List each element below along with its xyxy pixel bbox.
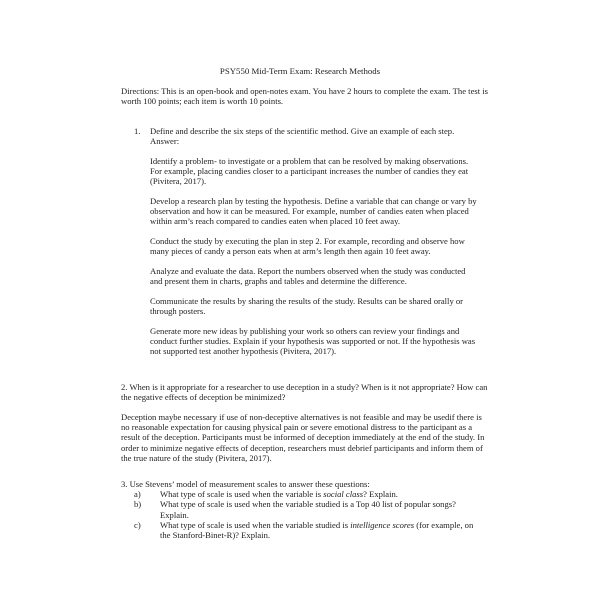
question-3 — [121, 479, 481, 540]
answer-label: Answer: — [150, 136, 180, 147]
subquestion-c-emphasis: intelligence scores — [350, 519, 415, 530]
subquestion-b-letter: b) — [134, 499, 142, 510]
question-1-body — [150, 126, 479, 356]
step-1-paragraph: Identify a problem- to investigate or a problem that can be resolved by making observations. For example, placing candies closer to a participant increases the number of candies they eat (Pivitera, 2017). — [150, 155, 469, 187]
question-1-prompt: Define and describe the six steps of the scientific method. Give an example of each step. — [150, 126, 455, 136]
step-6-paragraph: Generate more new ideas by publishing your work so others can review your findings and conduct further studies. Explain if your hypothesis was supported or not. If the hypothesis was not supported test another hypothesis (Pivitera, 2017). — [150, 325, 476, 357]
question-2 — [121, 382, 491, 472]
question-2-answer: Deception maybe necessary if use of non-deceptive alternatives is not feasible and may be usedif there is no reasonable expectation for causing physical pain or severe emotional distress to the participant as a result of the deception. Participants must be informed of deception immediately at the end of the study. In order to minimize negative effects of deception, researchers must debrief participants and inform them of the true nature of the study (Pivitera, 2017). — [121, 411, 485, 463]
subquestion-a-text-start: What type of scale is used when the variable is — [160, 489, 324, 500]
step-5-paragraph: Communicate the results by sharing the results of the study. Results can be shared orally or through posters. — [150, 295, 464, 317]
subquestion-a-letter: a) — [134, 489, 141, 500]
step-4-paragraph: Analyze and evaluate the data. Report the numbers observed when the study was conducted and present them in charts, graphs and tables and determine the difference. — [150, 266, 466, 287]
question-1 — [134, 126, 479, 366]
subquestion-c-text-start: What type of scale is used when the variable studied is — [160, 519, 351, 530]
subquestion-c-letter: c) — [134, 519, 141, 530]
step-2-paragraph: Develop a research plan by testing the hypothesis. Define a variable that can change or vary by observation and how it can be measured. For example, number of candies eaten when placed within arm’s reach compared to candies eaten when placed 10 feet away. — [150, 196, 477, 227]
subquestion-a-text-end: ? Explain. — [363, 489, 398, 500]
directions-paragraph: Directions: This is an open-book and open-notes exam. You have 2 hours to complete the exam. The test is worth 100 points; each item is worth 10 points. — [121, 86, 488, 107]
subquestion-c — [134, 520, 481, 540]
subquestion-b-text: What type of scale is used when the variable studied is a Top 40 list of popular songs? Explain. — [160, 499, 456, 520]
step-3-paragraph: Conduct the study by executing the plan in step 2. For example, recording and observe how many pieces of candy a person eats when at arm’s length then again 10 feet away. — [150, 236, 465, 257]
question-2-prompt: 2. When is it appropriate for a researcher to use deception in a study? When is it not appropriate? How can the negative effects of deception be minimized? — [121, 382, 488, 403]
question-3-subquestions — [121, 489, 481, 540]
question-1-number: 1. — [134, 126, 141, 136]
subquestion-a — [134, 489, 481, 499]
question-3-prompt: 3. Use Stevens’ model of measurement scales to answer these questions: — [121, 479, 370, 489]
subquestion-b — [134, 499, 481, 519]
subquestion-a-emphasis: social class — [323, 489, 364, 500]
subquestion-c-text-end: (for example, on the Stanford-Binet-R)? Explain. — [160, 519, 474, 541]
document-title: PSY550 Mid-Term Exam: Research Methods — [219, 66, 381, 76]
